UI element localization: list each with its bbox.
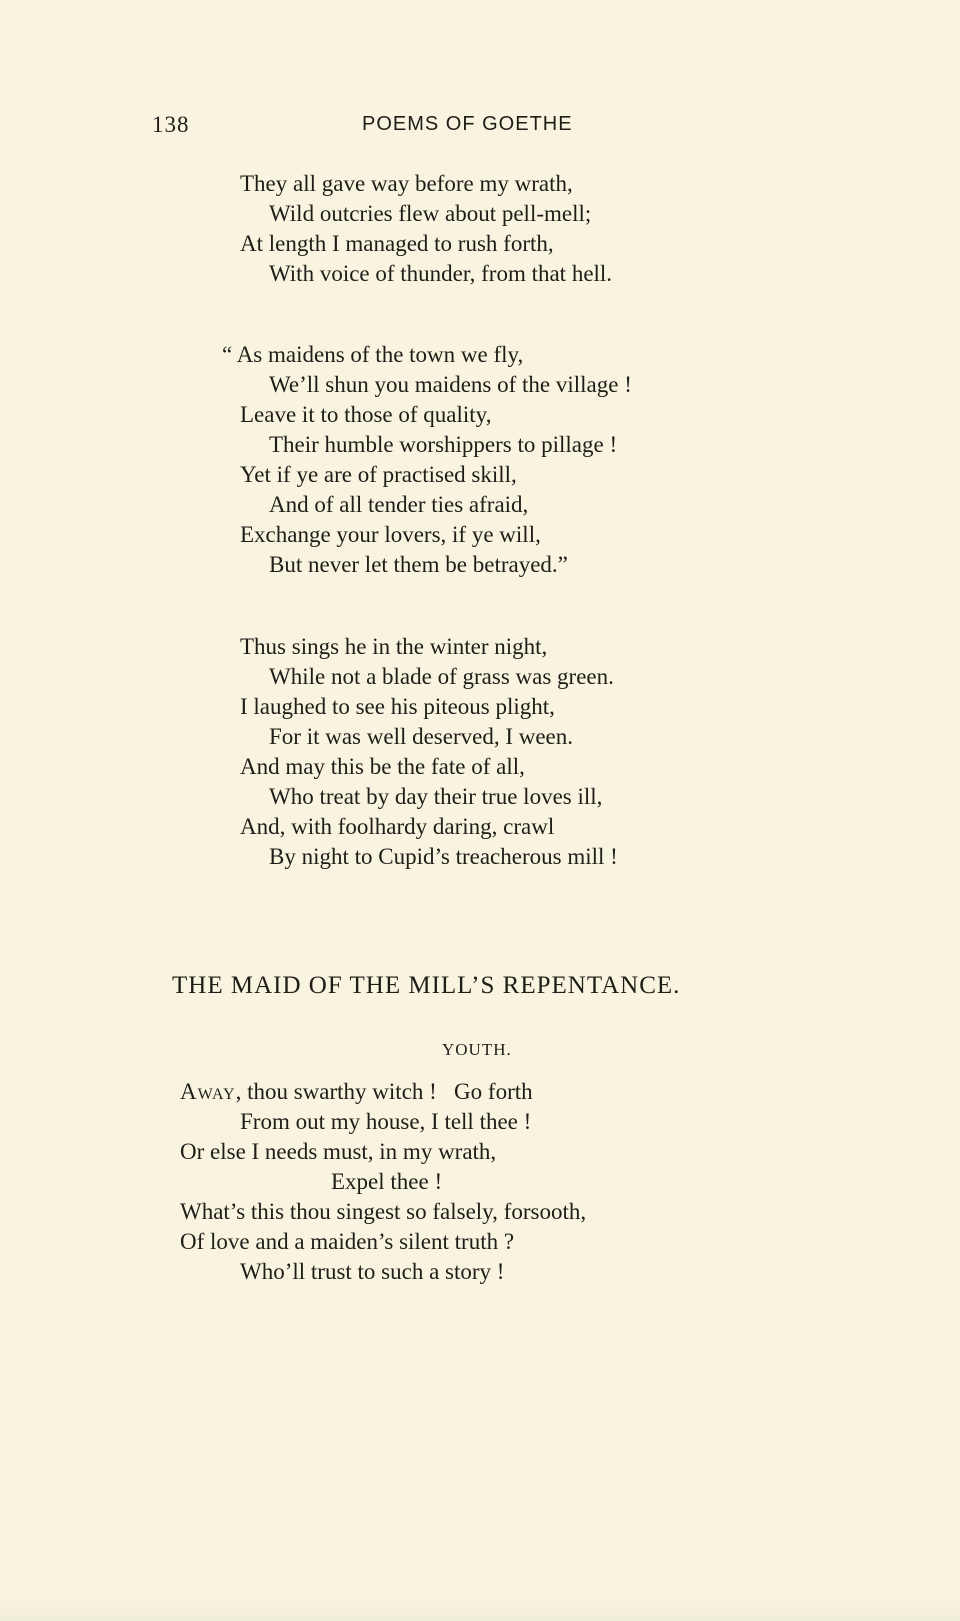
verse-line: Thus sings he in the winter night, <box>240 634 548 659</box>
verse-line: With voice of thunder, from that hell. <box>269 261 613 286</box>
page-header <box>152 112 792 142</box>
verse-line: Expel thee ! <box>331 1169 443 1194</box>
initial-word: Away <box>180 1079 236 1104</box>
verse-line: Their humble worshippers to pillage ! <box>269 432 618 457</box>
verse-line: What’s this thou singest so falsely, forsooth, <box>180 1199 587 1224</box>
verse-line: By night to Cupid’s treacherous mill ! <box>269 844 618 869</box>
verse-line: We’ll shun you maidens of the village ! <box>269 372 632 397</box>
verse-line: Yet if ye are of practised skill, <box>240 462 517 487</box>
poem-title: THE MAID OF THE MILL’S REPENTANCE. <box>172 972 681 999</box>
verse-line: And of all tender ties afraid, <box>269 492 529 517</box>
page-number: 138 <box>152 112 190 137</box>
verse-line-first <box>180 1077 533 1107</box>
running-head: POEMS OF GOETHE <box>362 113 573 135</box>
verse-line: I laughed to see his piteous plight, <box>240 694 555 719</box>
page-edge-shading <box>0 1599 960 1621</box>
verse-line: While not a blade of grass was green. <box>269 664 614 689</box>
verse-line: Wild outcries flew about pell-mell; <box>269 201 592 226</box>
verse-line: Who treat by day their true loves ill, <box>269 784 603 809</box>
verse-line: “ As maidens of the town we fly, <box>222 342 524 367</box>
speaker-heading: YOUTH. <box>442 1040 512 1059</box>
verse-line: Or else I needs must, in my wrath, <box>180 1139 497 1164</box>
verse-line: At length I managed to rush forth, <box>240 231 554 256</box>
verse-line: Of love and a maiden’s silent truth ? <box>180 1229 515 1254</box>
verse-line: For it was well deserved, I ween. <box>269 724 574 749</box>
verse-line: From out my house, I tell thee ! <box>240 1109 532 1134</box>
verse-line: And may this be the fate of all, <box>240 754 525 779</box>
verse-line: They all gave way before my wrath, <box>240 171 573 196</box>
verse-line: Who’ll trust to such a story ! <box>240 1259 505 1284</box>
verse-line: Exchange your lovers, if ye will, <box>240 522 541 547</box>
verse-line: But never let them be betrayed.” <box>269 552 568 577</box>
verse-line: Leave it to those of quality, <box>240 402 492 427</box>
verse-line: And, with foolhardy daring, crawl <box>240 814 555 839</box>
first-line-rest: , thou swarthy witch ! Go forth <box>235 1079 533 1104</box>
